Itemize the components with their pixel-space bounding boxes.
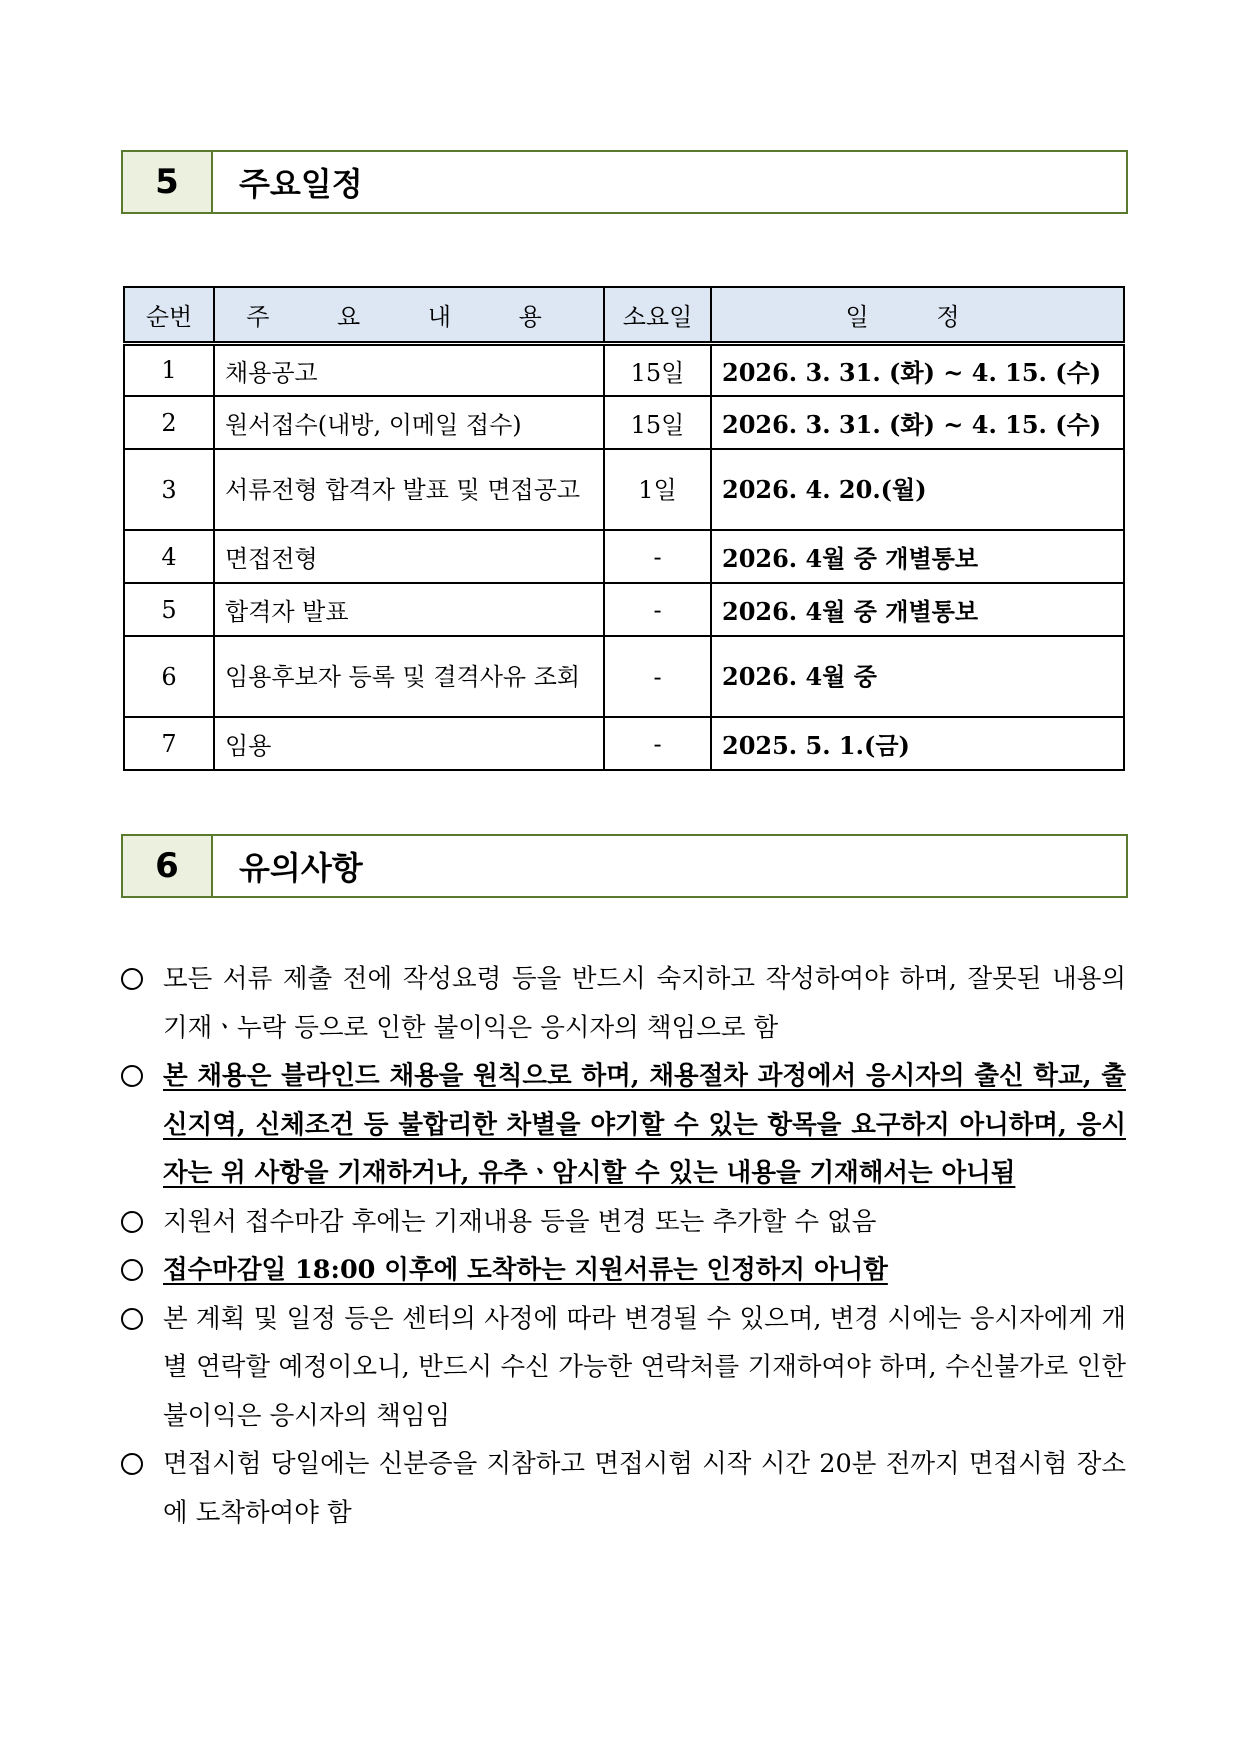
- row-days: -: [604, 583, 711, 636]
- note-text: 접수마감일 18:00 이후에 도착하는 지원서류는 인정하지 아니함: [163, 1255, 888, 1285]
- section-5-header: [121, 150, 1128, 214]
- row-no: 6: [124, 636, 214, 717]
- row-no: 4: [124, 530, 214, 583]
- section-number: 6: [123, 836, 213, 896]
- row-days: 1일: [604, 449, 711, 530]
- header-days: 소요일: [604, 287, 711, 343]
- notes-list: [121, 955, 1126, 1537]
- circle-bullet-icon: [121, 955, 163, 1052]
- row-days: -: [604, 717, 711, 770]
- table-row: [124, 396, 1124, 449]
- row-days: -: [604, 530, 711, 583]
- schedule-table: [123, 286, 1125, 771]
- row-content: 채용공고: [214, 343, 604, 396]
- row-days: -: [604, 636, 711, 717]
- section-title: 유의사항: [239, 849, 363, 887]
- row-no: 7: [124, 717, 214, 770]
- row-content: 원서접수(내방, 이메일 접수): [214, 396, 604, 449]
- row-date: 2026. 4월 중: [711, 636, 1124, 717]
- note-text: 면접시험 당일에는 신분증을 지참하고 면접시험 시작 시간 20분 전까지 면접시험 장소에 도착하여야 함: [163, 1449, 1126, 1528]
- row-content: 면접전형: [214, 530, 604, 583]
- note-item: [121, 1052, 1126, 1198]
- section-number: 5: [123, 152, 213, 212]
- note-item: [121, 1295, 1126, 1441]
- circle-bullet-icon: [121, 1440, 163, 1537]
- row-content: 임용후보자 등록 및 결격사유 조회: [214, 636, 604, 717]
- row-content: 합격자 발표: [214, 583, 604, 636]
- header-content: 주 요 내 용: [214, 287, 604, 343]
- table-row: [124, 343, 1124, 396]
- row-no: 3: [124, 449, 214, 530]
- note-text: 본 계획 및 일정 등은 센터의 사정에 따라 변경될 수 있으며, 변경 시에는 응시자에게 개별 연락할 예정이오니, 반드시 수신 가능한 연락처를 기재하여야 하며, 수신불가로 인한 불이익은 응시자의 책임임: [163, 1303, 1126, 1431]
- header-no: 순번: [124, 287, 214, 343]
- circle-bullet-icon: [121, 1198, 163, 1247]
- row-no: 1: [124, 343, 214, 396]
- note-item: [121, 1440, 1126, 1537]
- header-date: 일 정: [711, 287, 1124, 343]
- circle-bullet-icon: [121, 1246, 163, 1295]
- row-days: 15일: [604, 396, 711, 449]
- row-date: 2026. 4. 20.(월): [711, 449, 1124, 530]
- row-date: 2025. 5. 1.(금): [711, 717, 1124, 770]
- row-date: 2026. 4월 중 개별통보: [711, 583, 1124, 636]
- row-no: 5: [124, 583, 214, 636]
- table-row: [124, 717, 1124, 770]
- row-content: 임용: [214, 717, 604, 770]
- row-date: 2026. 4월 중 개별통보: [711, 530, 1124, 583]
- note-item: [121, 1246, 1126, 1295]
- section-6-header: [121, 834, 1128, 898]
- row-date: 2026. 3. 31. (화) ~ 4. 15. (수): [711, 396, 1124, 449]
- row-days: 15일: [604, 343, 711, 396]
- circle-bullet-icon: [121, 1052, 163, 1198]
- note-text: 지원서 접수마감 후에는 기재내용 등을 변경 또는 추가할 수 없음: [163, 1206, 877, 1237]
- row-content: 서류전형 합격자 발표 및 면접공고: [214, 449, 604, 530]
- note-text: 모든 서류 제출 전에 작성요령 등을 반드시 숙지하고 작성하여야 하며, 잘못된 내용의 기재ㆍ누락 등으로 인한 불이익은 응시자의 책임으로 함: [163, 964, 1126, 1043]
- row-date: 2026. 3. 31. (화) ~ 4. 15. (수): [711, 343, 1124, 396]
- section-title: 주요일정: [239, 165, 363, 203]
- note-item: [121, 1198, 1126, 1247]
- row-no: 2: [124, 396, 214, 449]
- table-row: [124, 636, 1124, 717]
- table-row: [124, 530, 1124, 583]
- table-row: [124, 583, 1124, 636]
- circle-bullet-icon: [121, 1295, 163, 1441]
- note-text: 본 채용은 블라인드 채용을 원칙으로 하며, 채용절차 과정에서 응시자의 출신 학교, 출신지역, 신체조건 등 불합리한 차별을 야기할 수 있는 항목을 요구하지 아니하며, 응시자는 위 사항을 기재하거나, 유추ㆍ암시할 수 있는 내용을 기재해서는 아니됨: [163, 1061, 1126, 1188]
- table-row: [124, 449, 1124, 530]
- note-item: [121, 955, 1126, 1052]
- table-header-row: [124, 287, 1124, 343]
